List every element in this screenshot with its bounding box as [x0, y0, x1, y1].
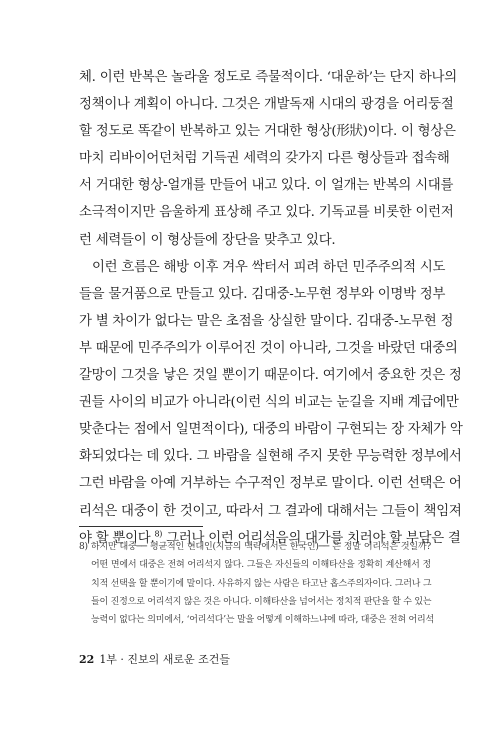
footnote-line: 어떤 면에서 대중은 전혀 어리석지 않다. 그들은 자신들의 이해타산을 정확히 계산해서 정	[91, 560, 431, 571]
body-line: 할 정도로 똑같이 반복하고 있는 거대한 형상(形狀)이다. 이 형상은	[79, 124, 456, 140]
body-line: 정책이나 계획이 아니다. 그것은 개발독재 시대의 광경을 어리둥절	[79, 97, 454, 113]
body-line: 이런 흐름은 해방 이후 겨우 싹터서 피려 하던 민주주의적 시도	[92, 259, 446, 275]
body-line: 가 별 차이가 없다는 말은 초점을 상실한 말이다. 김대중-노무현 정	[79, 313, 454, 329]
body-line: 갈망이 그것을 낳은 것일 뿐이기 때문이다. 여기에서 중요한 것은 정	[79, 368, 462, 384]
body-line: 런 세력들이 이 형상들에 장단을 맞추고 있다.	[79, 232, 336, 248]
body-line: 권들 사이의 비교가 아니라(이런 식의 비교는 눈길을 지배 계급에만	[79, 395, 459, 411]
footnote-line: 능력이 없다는 의미에서, ‘어리석다’는 말을 어떻게 이해하느냐에 따라, 대중은 전혀 어리석	[91, 615, 435, 626]
footnote-divider	[79, 526, 203, 527]
running-head: 1부 · 진보의 새로운 조건들	[99, 653, 231, 666]
body-line: 리석은 대중이 한 것이고, 따라서 그 결과에 대해서는 그들이 책임져	[79, 503, 462, 519]
page-footer	[79, 653, 230, 667]
footnote-line: 8) 하지만 대중── 평균적인 현대인(지금의 맥락에서는 한국인)── 은 정말 어리석은 것일까?	[79, 542, 431, 552]
body-line: 들을 물거품으로 만들고 있다. 김대중-노무현 정부와 이명박 정부	[79, 286, 446, 302]
body-line: 그런 바람을 아예 거부하는 수구적인 정부로 말이다. 이런 선택은 어	[79, 476, 462, 492]
footnote-line: 들이 진정으로 어리석지 않은 것은 아니다. 이해타산을 넘어서는 정치적 판단을 할 수 있는	[91, 596, 432, 607]
body-line: 화되었다는 데 있다. 그 바람을 실현해 주지 못한 무능력한 정부에서	[79, 449, 462, 465]
footnote-reference: 8)	[154, 529, 163, 539]
body-line: 맞춘다는 점에서 일면적이다), 대중의 바람이 구현되는 장 자체가 악	[79, 422, 463, 438]
body-line: 소극적이지만 음울하게 표상해 주고 있다. 기독교를 비롯한 이런저	[79, 205, 454, 221]
footnotes	[79, 538, 435, 629]
body-line: 마치 리바이어던처럼 기득권 세력의 갖가지 다른 형상들과 접속해	[79, 151, 450, 167]
footnote-line: 치적 선택을 할 뿐이기에 말이다. 사유하지 않는 사람은 타고난 홉스주의자이다. 그러나 그	[91, 578, 432, 589]
body-text	[79, 64, 463, 552]
body-line: 부 때문에 민주주의가 이루어진 것이 아니라, 그것을 바랐던 대중의	[79, 340, 458, 356]
page-number: 22	[79, 653, 95, 666]
body-line: 체. 이런 반복은 놀라울 정도로 즉물적이다. ‘대운하’는 단지 하나의	[79, 70, 457, 85]
body-line: 서 거대한 형상-얼개를 만들어 내고 있다. 이 얼개는 반복의 시대를	[79, 178, 454, 194]
body-line: 야 할 뿐이다.$^{8)}$ 그러나 이런 어리석음의 대가를 치러야 할 부담은 결	[79, 529, 461, 546]
